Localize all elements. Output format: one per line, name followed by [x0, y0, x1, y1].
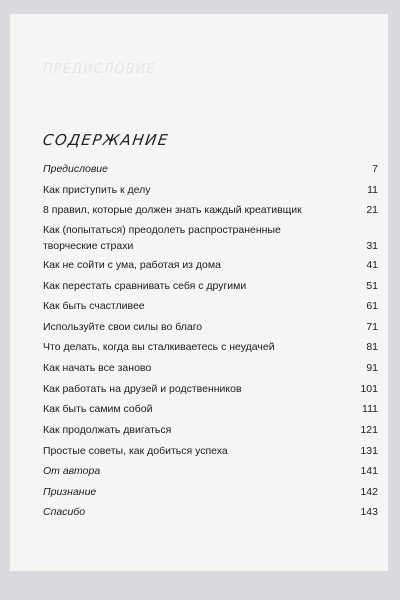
toc-entry-label: Как быть счастливее — [43, 300, 145, 312]
toc-entry-page: 31 — [366, 240, 378, 252]
toc-entry-label: Спасибо — [43, 506, 86, 518]
toc-entry-page: 142 — [360, 486, 378, 498]
toc-entry-page: 61 — [366, 300, 378, 312]
toc-entry-page: 81 — [366, 341, 378, 353]
toc-entry — [43, 319, 378, 335]
book-page — [10, 14, 388, 571]
page-title: СОДЕРЖАНИЕ — [41, 131, 171, 149]
toc-entry-label: Как продолжать двигаться — [43, 424, 172, 436]
toc-entry — [43, 381, 378, 397]
toc-entry — [43, 339, 378, 355]
toc-entry-label: Как начать все заново — [43, 362, 152, 374]
toc-entry-author-note — [43, 463, 378, 479]
toc-entry — [43, 182, 378, 198]
toc-entry-page: 131 — [360, 445, 378, 457]
toc-entry-label: Признание — [43, 486, 97, 498]
toc-entry — [43, 422, 378, 438]
toc-entry-label: Как приступить к делу — [43, 184, 151, 196]
toc-entry-page: 143 — [360, 506, 378, 518]
toc-entry-page: 51 — [366, 280, 378, 292]
toc-entry — [43, 222, 378, 254]
toc-entry-label: От автора — [43, 465, 101, 477]
toc-entry-page: 21 — [366, 204, 378, 216]
toc-entry — [43, 360, 378, 376]
toc-entry-page: 71 — [366, 321, 378, 333]
toc-entry-thanks — [43, 504, 378, 520]
toc-entry — [43, 278, 378, 294]
toc-entry-page: 41 — [366, 259, 378, 271]
toc-entry-page: 121 — [360, 424, 378, 436]
toc-entry — [43, 202, 378, 218]
toc-entry-label: 8 правил, которые должен знать каждый креативщик — [43, 204, 302, 216]
toc-entry-label: Как перестать сравнивать себя с другими — [43, 280, 247, 292]
toc-entry-label: Как не сойти с ума, работая из дома — [43, 259, 221, 271]
toc-entry-label: Как работать на друзей и родственников — [43, 383, 242, 395]
toc-entry-page: 111 — [362, 403, 378, 415]
toc-entry-page: 101 — [360, 383, 378, 395]
toc-entry — [43, 443, 378, 459]
toc-entry-foreword — [43, 161, 378, 177]
toc-entry-label: Как быть самим собой — [43, 403, 153, 415]
toc-entry-label: Как (попытаться) преодолеть распространенные творческие страхи — [43, 224, 281, 252]
toc-entry-acknowledgement — [43, 484, 378, 500]
toc-entry — [43, 401, 378, 417]
bleed-through-text: ПРЕДИСЛОВИЕ — [43, 62, 156, 77]
toc-entry-page: 11 — [367, 184, 378, 196]
toc-entry — [43, 298, 378, 314]
toc-entry — [43, 257, 378, 273]
toc-entry-label: Предисловие — [43, 163, 108, 175]
toc-entry-page: 91 — [366, 362, 378, 374]
toc-entry-label: Что делать, когда вы сталкиваетесь с неудачей — [43, 341, 275, 353]
toc-entry-page: 7 — [372, 163, 378, 175]
toc-entry-label: Используйте свои силы во благо — [43, 321, 203, 333]
toc-entry-label: Простые советы, как добиться успеха — [43, 445, 228, 457]
toc-entry-page: 141 — [360, 465, 378, 477]
